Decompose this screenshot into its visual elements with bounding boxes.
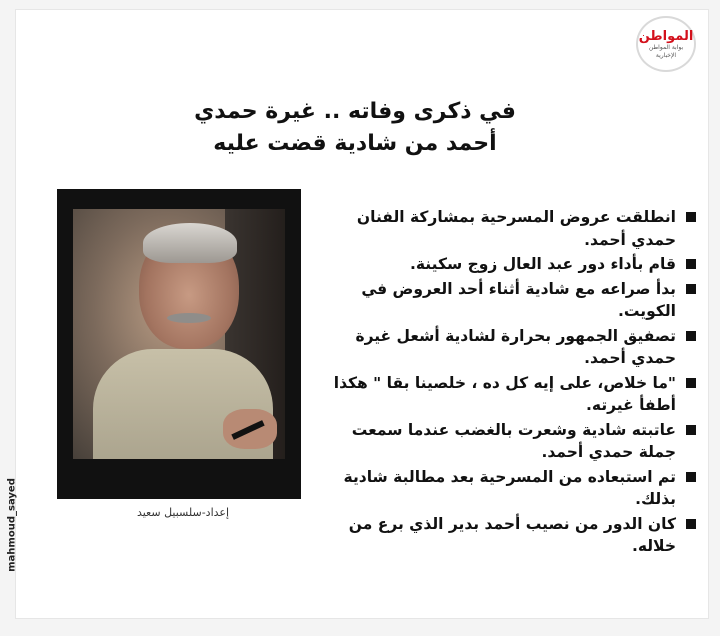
photo-frame — [57, 189, 301, 499]
fact-item — [318, 206, 698, 251]
fact-text: تم استبعاده من المسرحية بعد مطالبة شادية بذلك. — [343, 467, 676, 508]
fact-text: تصفيق الجمهور بحرارة لشادية أشعل غيرة حمدي أحمد. — [355, 326, 676, 367]
fact-item — [318, 419, 698, 464]
bullet-square-icon — [686, 212, 696, 222]
fact-text: قام بأداء دور عبد العال زوج سكينة. — [410, 255, 676, 273]
photo-caption: إعداد-سلسبيل سعيد — [136, 506, 230, 519]
side-credit-text: mahmoud_sayed — [6, 478, 18, 572]
headline — [130, 96, 580, 160]
bullet-square-icon — [686, 331, 696, 341]
fact-item — [318, 466, 698, 511]
facts-list — [318, 206, 698, 560]
fact-text: بدأ صراعه مع شادية أثناء أحد العروض في الكويت. — [361, 279, 676, 320]
bullet-square-icon — [686, 378, 696, 388]
bullet-square-icon — [686, 519, 696, 529]
side-credit — [4, 470, 20, 580]
logo-main-text: المواطن — [638, 28, 694, 44]
photo-hair — [143, 223, 237, 263]
fact-text: انطلقت عروض المسرحية بمشاركة الفنان حمدي أحمد. — [356, 208, 676, 249]
logo-sub-text-2: الإخبارية — [655, 51, 677, 59]
fact-item — [318, 372, 698, 417]
fact-item — [318, 253, 698, 276]
fact-text: "ما خلاص، على إيه كل ده ، خلصينا بقا " هكذا أطفأ غيرته. — [333, 373, 676, 414]
bullet-square-icon — [686, 284, 696, 294]
headline-line-2: أحمد من شادية قضت عليه — [213, 131, 497, 156]
portrait-photo — [73, 209, 285, 459]
headline-line-1: في ذكرى وفاته .. غيرة حمدي — [194, 99, 516, 124]
fact-item — [318, 278, 698, 323]
photo-mustache — [167, 313, 211, 323]
fact-text: عاتبته شادية وشعرت بالغضب عندما سمعت جملة حمدي أحمد. — [351, 420, 676, 461]
fact-item — [318, 513, 698, 558]
fact-item — [318, 325, 698, 370]
bullet-square-icon — [686, 425, 696, 435]
fact-text: كان الدور من نصيب أحمد بدير الذي برع من خلاله. — [348, 514, 676, 555]
logo-sub-text-1: بوابة المواطن — [648, 43, 684, 51]
bullet-square-icon — [686, 472, 696, 482]
bullet-square-icon — [686, 259, 696, 269]
logo — [636, 16, 696, 72]
